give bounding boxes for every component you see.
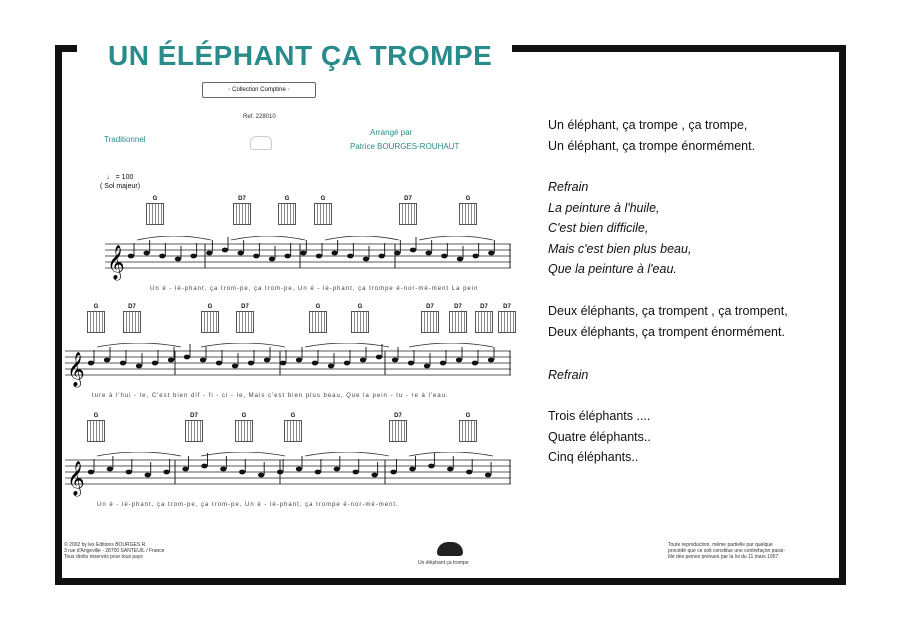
chord-diagram (474, 303, 494, 333)
note-head (258, 473, 264, 478)
note-head (200, 358, 206, 363)
music-staff-2 (55, 343, 515, 389)
note-head (163, 470, 169, 475)
chord-diagram (350, 303, 370, 333)
chord-name: G (465, 196, 471, 202)
tempo-marking (100, 173, 140, 191)
chord-grid-icon (399, 203, 417, 225)
treble-clef-icon: 𝄞 (107, 245, 125, 280)
slur (305, 452, 389, 456)
note-head (410, 248, 416, 253)
chord-grid-icon (389, 420, 407, 442)
note-head (88, 361, 94, 366)
note-head (466, 470, 472, 475)
frame-top-right (512, 45, 846, 52)
verse-line: Trois éléphants .... (548, 409, 651, 423)
note-head (296, 358, 302, 363)
footer-line: procédé que ce soit constitue une contrefaçon passi- (668, 548, 786, 554)
note-head (334, 467, 340, 472)
chord-diagram (308, 303, 328, 333)
chord-name: G (315, 304, 321, 310)
slur (201, 343, 285, 347)
verse-line: Mais c'est bien plus beau, (548, 241, 692, 256)
chord-name: G (465, 413, 471, 419)
arranger-name: Patrice BOURGES-ROUHAUT (350, 142, 460, 151)
footer-line: ble des peines prévues par la loi du 11 mars 1957 (668, 554, 779, 560)
chord-name: G (357, 304, 363, 310)
music-staff-1 (95, 236, 515, 282)
note-head (315, 470, 321, 475)
note-head (107, 467, 113, 472)
chord-diagram (86, 412, 106, 442)
note-head (201, 464, 207, 469)
chord-name: D7 (241, 304, 249, 310)
verse-line: Un éléphant, ça trompe énormément. (548, 138, 756, 153)
note-head (232, 364, 238, 369)
note-head (390, 470, 396, 475)
note-head (472, 254, 478, 259)
chord-diagram (313, 195, 333, 225)
song-title: UN ÉLÉPHANT ÇA TROMPE (108, 40, 493, 71)
verse-line: Cinq éléphants.. (548, 450, 639, 464)
verse-line: La peinture à l'huile, (548, 200, 660, 215)
note-head (253, 254, 259, 259)
chord-diagram (458, 195, 478, 225)
frame-right (839, 45, 846, 585)
chord-name: G (284, 196, 290, 202)
lyrics-line-2: ture à l'hui - le, C'est bien dif - fi - ci - le, Mais c'est bien plus beau, Que la pein - tu - re à l'eau. (92, 393, 449, 399)
chord-name: D7 (454, 304, 462, 310)
note-head (408, 361, 414, 366)
chord-grid-icon (284, 420, 302, 442)
chord-diagram (234, 412, 254, 442)
chord-diagram (283, 412, 303, 442)
chord-diagram (200, 303, 220, 333)
lyrics-line-1: Un é - lé-phant, ça trom-pe, ça trom-pe, Un é - lé-phant, ça trompe é-nor-mé-ment La pein (150, 286, 479, 292)
note-head (175, 257, 181, 262)
chord-diagram (398, 195, 418, 225)
chord-grid-icon (236, 311, 254, 333)
chord-diagram (388, 412, 408, 442)
chord-grid-icon (459, 203, 477, 225)
note-head (347, 254, 353, 259)
note-head (378, 254, 384, 259)
key-signature-label: ( Sol majeur) (100, 183, 141, 190)
note-head (371, 473, 377, 478)
chord-grid-icon (87, 420, 105, 442)
note-head (331, 251, 337, 256)
note-head (392, 358, 398, 363)
slur (305, 343, 389, 347)
note-head (184, 355, 190, 360)
note-head (485, 473, 491, 478)
verse-line: Deux éléphants, ça trompent , ça trompent, (548, 304, 788, 318)
chord-name: G (207, 304, 213, 310)
traditional-label: Traditionnel (104, 135, 146, 144)
chord-name: G (320, 196, 326, 202)
note-head (472, 361, 478, 366)
verse-3 (548, 406, 651, 468)
note-head (220, 467, 226, 472)
note-head (457, 257, 463, 262)
note-head (284, 254, 290, 259)
arranged-by-label: Arrangé par (370, 128, 413, 137)
verse-line: Que la peinture à l'eau. (548, 262, 677, 276)
chord-diagram (448, 303, 468, 333)
slur (137, 236, 211, 240)
treble-clef-icon: 𝄞 (67, 352, 85, 387)
music-staff-3 (55, 452, 515, 498)
slur (409, 452, 493, 456)
note-head (104, 358, 110, 363)
note-head (248, 361, 254, 366)
verse-line: C'est bien difficile, (548, 221, 649, 235)
chord-name: G (290, 413, 296, 419)
frame-bottom (55, 578, 846, 585)
chord-diagram (277, 195, 297, 225)
footer-line: © 2002 by les Editions BOURGES R. (64, 542, 147, 548)
note-head (206, 251, 212, 256)
note-head (441, 254, 447, 259)
footer-song-title: Un éléphant ça trompe (418, 560, 469, 566)
footer-line: 3 rue d'Angeville - 28700 SANTEUIL / France (64, 548, 165, 554)
note-head (269, 257, 275, 262)
note-head (168, 358, 174, 363)
note-head (360, 358, 366, 363)
chord-name: D7 (394, 413, 402, 419)
chord-grid-icon (309, 311, 327, 333)
note-head (222, 248, 228, 253)
frame-top-left (55, 45, 77, 52)
chord-diagram (184, 412, 204, 442)
chord-name: G (241, 413, 247, 419)
footer-legal-notice (668, 542, 785, 560)
note-head (159, 254, 165, 259)
refrain-heading: Refrain (548, 180, 589, 194)
note-head (126, 470, 132, 475)
note-head (428, 464, 434, 469)
chord-grid-icon (459, 420, 477, 442)
chord-grid-icon (123, 311, 141, 333)
chord-name: D7 (404, 196, 412, 202)
note-head (425, 251, 431, 256)
tempo-value: ♩ = 100 (106, 174, 134, 181)
chord-name: D7 (190, 413, 198, 419)
chord-name: D7 (128, 304, 136, 310)
note-head (300, 251, 306, 256)
slur (97, 452, 181, 456)
note-head (456, 358, 462, 363)
verse-line: Un éléphant, ça trompe , ça trompe, (548, 118, 748, 132)
frame-left (55, 45, 62, 585)
chord-diagram (232, 195, 252, 225)
chord-name: G (93, 413, 99, 419)
note-head (312, 361, 318, 366)
slur (419, 236, 493, 240)
footer-line: Toute reproduction, même partielle par quelque (668, 542, 773, 548)
slur (97, 343, 181, 347)
note-head (376, 355, 382, 360)
note-head (409, 467, 415, 472)
note-head (143, 251, 149, 256)
note-head (264, 358, 270, 363)
note-head (344, 361, 350, 366)
chord-grid-icon (233, 203, 251, 225)
chord-diagram (458, 412, 478, 442)
chord-name: D7 (426, 304, 434, 310)
chord-grid-icon (351, 311, 369, 333)
chord-grid-icon (278, 203, 296, 225)
note-head (328, 364, 334, 369)
refrain-heading: Refrain (548, 368, 589, 382)
slur (231, 236, 305, 240)
slur (325, 236, 399, 240)
footer-copyright (64, 542, 165, 560)
chord-grid-icon (314, 203, 332, 225)
note-head (394, 251, 400, 256)
chord-grid-icon (146, 203, 164, 225)
note-head (182, 467, 188, 472)
slur (409, 343, 493, 347)
footer-line: Tous droits réservés pour tous pays (64, 554, 143, 560)
note-head (237, 251, 243, 256)
verse-1 (548, 115, 755, 156)
chord-name: G (152, 196, 158, 202)
chord-name: D7 (238, 196, 246, 202)
note-head (296, 467, 302, 472)
chord-grid-icon (87, 311, 105, 333)
chord-diagram (86, 303, 106, 333)
slur (201, 452, 285, 456)
note-head (216, 361, 222, 366)
chord-diagram (235, 303, 255, 333)
chord-diagram (497, 303, 517, 333)
note-head (152, 361, 158, 366)
note-head (136, 364, 142, 369)
verse-2 (548, 301, 788, 342)
chord-name: D7 (503, 304, 511, 310)
note-head (239, 470, 245, 475)
note-head (120, 361, 126, 366)
note-head (88, 470, 94, 475)
chord-name: G (93, 304, 99, 310)
chord-diagram (122, 303, 142, 333)
chord-grid-icon (475, 311, 493, 333)
chord-diagram (145, 195, 165, 225)
note-head (488, 251, 494, 256)
crown-icon (250, 136, 272, 150)
note-head (145, 473, 151, 478)
note-head (488, 358, 494, 363)
chord-grid-icon (498, 311, 516, 333)
note-head (440, 361, 446, 366)
note-head (424, 364, 430, 369)
note-head (277, 470, 283, 475)
note-head (190, 254, 196, 259)
chord-diagram (420, 303, 440, 333)
note-head (128, 254, 134, 259)
lyrics-line-3: Un é - lé-phant, ça trom-pe, ça trom-pe, Un é - lé-phant, ça trompe é-nor-mé-ment. (97, 502, 399, 508)
verse-refrain (548, 177, 691, 280)
chord-name: D7 (480, 304, 488, 310)
publisher-logo-icon (437, 542, 463, 556)
verse-line: Quatre éléphants.. (548, 429, 651, 444)
collection-badge: ◦ Collection Comptine ◦ (202, 82, 316, 98)
chord-grid-icon (235, 420, 253, 442)
chord-grid-icon (449, 311, 467, 333)
reference-number: Ref. 228010 (243, 114, 276, 120)
note-head (316, 254, 322, 259)
treble-clef-icon: 𝄞 (67, 461, 85, 496)
note-head (363, 257, 369, 262)
chord-grid-icon (201, 311, 219, 333)
note-head (447, 467, 453, 472)
collection-label: Collection Comptine (232, 87, 286, 93)
verse-line: Deux éléphants, ça trompent énormément. (548, 324, 785, 339)
chord-grid-icon (185, 420, 203, 442)
note-head (280, 361, 286, 366)
note-head (353, 470, 359, 475)
verse-refrain-2 (548, 365, 588, 386)
chord-grid-icon (421, 311, 439, 333)
